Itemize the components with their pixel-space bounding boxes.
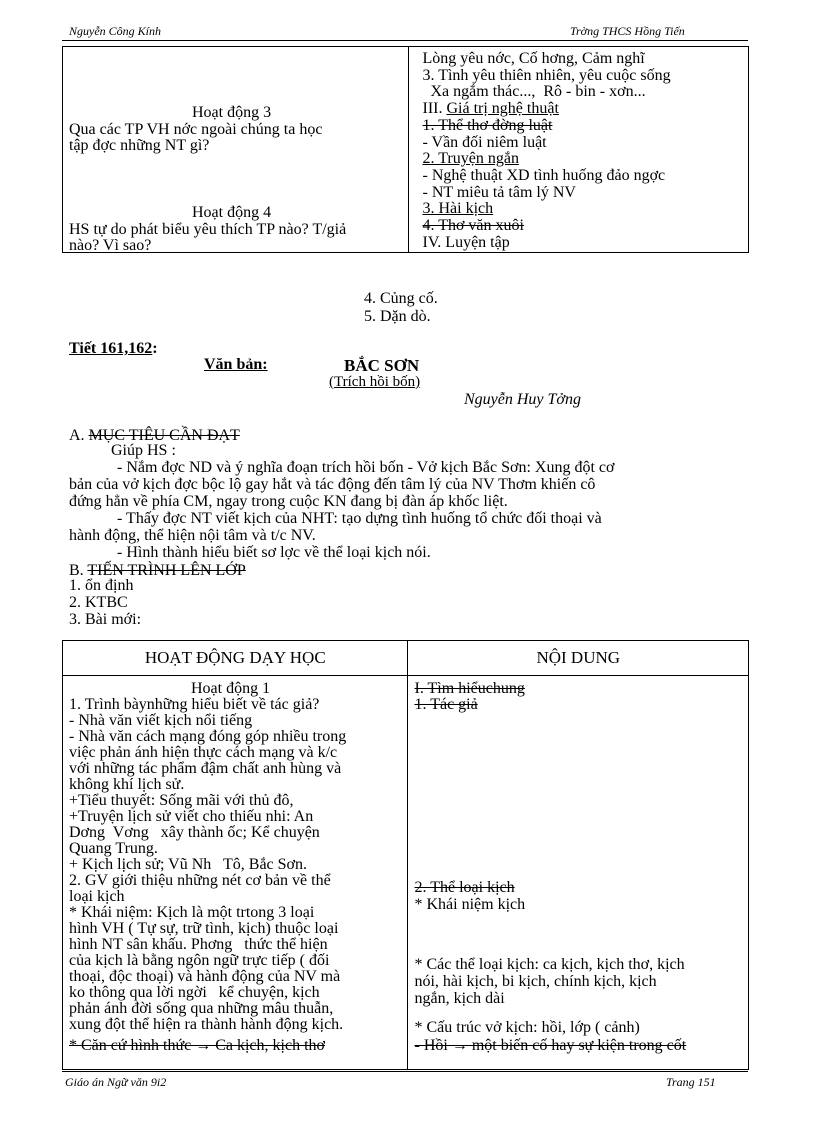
content-line: Lòng yêu nớc, Cố hơng, Cảm nghĩ: [422, 50, 645, 67]
review-table: [62, 46, 749, 253]
content-line: ngắn, kịch dài: [414, 990, 505, 1007]
activity-line: 2. GV giới thiệu những nét cơ bản về thể: [69, 872, 331, 889]
activity-line: hình VH ( Tự sự, trữ tình, kịch) thuộc loại: [69, 920, 339, 937]
content-subheading: 3. Hài kịch: [422, 200, 494, 217]
activity-line: * Khái niệm: Kịch là một trtong 3 loại: [69, 904, 315, 921]
step-homework: 5. Dặn dò.: [364, 308, 431, 325]
activity-line: với những tác phẩm đậm chất anh hùng và: [69, 760, 342, 777]
activity-line: - Nhà văn viết kịch nổi tiếng: [69, 712, 253, 729]
section-a-title: MỤC TIÊU CẦN ĐẠT: [88, 427, 240, 444]
content-heading-prefix: III.: [422, 100, 447, 117]
activity-line: loại kịch: [69, 888, 125, 905]
objective-line: Giúp HS :: [111, 442, 176, 459]
footer-rule: [62, 1071, 748, 1072]
objective-line: - Thấy đợc NT viết kịch của NHT: tạo dựng tình huống tổ chức đối thoại và: [117, 510, 602, 527]
col-header-content: [408, 641, 749, 676]
content-line: nói, hài kịch, bi kịch, chính kịch, kịch: [414, 973, 657, 990]
procedure-item: 3. Bài mới:: [69, 611, 142, 628]
lesson-subtitle: (Trích hồi bốn): [329, 374, 421, 390]
col-header-activities-text: HOẠT ĐỘNG DẠY HỌC: [144, 648, 326, 667]
content-heading-text: Giá trị nghệ thuật: [446, 100, 559, 117]
activity-line: thoại, độc thoại) và hành động của NV mà: [69, 968, 341, 985]
objective-line: - Hình thành hiểu biết sơ lợc về thể loại kịch nói.: [117, 544, 431, 561]
objective-line: - Nắm đợc ND và ý nghĩa đoạn trích hồi bốn - Vở kịch Bắc Sơn: Xung đột cơ: [117, 459, 615, 476]
lesson-number-colon: :: [152, 340, 158, 357]
content-line: - Nghệ thuật XD tình huống đảo ngợc: [422, 167, 666, 184]
header-school: Trờng THCS Hồng Tiến: [570, 24, 685, 38]
activity-line: hình NT sân khấu. Phơng thức thể hiện: [69, 936, 328, 953]
activity-line: việc phản ánh hiện thực cách mạng và k/c: [69, 744, 338, 761]
content-line: * Cấu trúc vở kịch: hồi, lớp ( cảnh): [414, 1019, 640, 1036]
content-heading: I. Tìm hiểuchung: [414, 680, 525, 697]
objective-line: bản của vở kịch đợc bộc lộ gay hắt và tác động đến tâm lý của NV Thơm khiến cô: [69, 476, 596, 493]
lesson-number: [69, 341, 158, 357]
section-b-prefix: B.: [69, 562, 88, 579]
activity-line: xung đột thể hiện ra thành hành động kịch.: [69, 1016, 344, 1033]
activity-line: +Truyện lịch sử viết cho thiếu nhi: An: [69, 808, 314, 825]
lesson-title: BẮC SƠN: [344, 356, 420, 375]
header-rule: [62, 40, 748, 41]
content-subheading: 1. Tác giả: [414, 696, 478, 713]
section-b-title: TIẾN TRÌNH LÊN LỚP: [87, 562, 246, 579]
activity-line: ko thông qua lời ngời kể chuyện, kịch: [69, 984, 320, 1001]
content-cell: [408, 676, 749, 1070]
content-line: - NT miêu tả tâm lý NV: [422, 184, 576, 201]
content-line: - Vần đối niêm luật: [422, 134, 547, 151]
content-line: IV. Luyện tập: [422, 234, 510, 251]
activity-line: +Tiểu thuyết: Sống mãi với thủ đô,: [69, 792, 294, 809]
content-heading-art: [422, 101, 558, 117]
procedure-item: 1. ổn định: [69, 577, 134, 594]
activity4-question-line1: HS tự do phát biểu yêu thích TP nào? T/giả: [69, 221, 347, 238]
content-subheading: 4. Thơ văn xuôi: [422, 217, 524, 234]
activity3-title: Hoạt động 3: [192, 104, 272, 121]
activity-line: của kịch là bằng ngôn ngữ trực tiếp ( đối: [69, 952, 330, 969]
objective-line: hành động, thể hiện nội tâm và t/c NV.: [69, 527, 316, 544]
activity3-question-line2: tập đợc những NT gì?: [69, 137, 210, 154]
section-a-prefix: A.: [69, 427, 89, 444]
content-line: 3. Tình yêu thiên nhiên, yêu cuộc sống: [422, 67, 671, 84]
activity1-title: Hoạt động 1: [191, 680, 271, 697]
activity-line: - Nhà văn cách mạng đóng góp nhiều trong: [69, 728, 347, 745]
content-line: * Các thể loại kịch: ca kịch, kịch thơ, kịch: [414, 956, 685, 973]
activity-line: Dơng Vơng xây thành ốc; Kể chuyện: [69, 824, 320, 841]
header-author: Nguyễn Công Kính: [69, 24, 161, 38]
footer-page-number: Trang 151: [666, 1075, 716, 1089]
activity-line: 1. Trình bàynhững hiểu biết về tác giả?: [69, 696, 320, 713]
activity3-question-line1: Qua các TP VH nớc ngoài chúng ta học: [69, 121, 323, 138]
review-activities-cell: [63, 47, 409, 253]
activity-line: + Kịch lịch sử; Vũ Nh Tô, Bắc Sơn.: [69, 856, 307, 873]
content-subheading: 2. Thể loại kịch: [414, 879, 515, 896]
objective-line: đứng hẳn về phía CM, ngay trong cuộc KN đang bị đàn áp khốc liệt.: [69, 493, 508, 510]
activities-cell: [63, 676, 408, 1070]
content-line: * Khái niệm kịch: [414, 896, 526, 913]
content-subheading: 1. Thể thơ đờng luật: [422, 117, 553, 134]
step-consolidate: 4. Củng cố.: [364, 290, 438, 307]
content-subheading: 2. Truyện ngắn: [422, 150, 519, 167]
lesson-number-text: Tiết 161,162: [69, 340, 153, 357]
col-header-activities: [63, 641, 408, 676]
activity-line: * Căn cứ hình thức → Ca kịch, kịch thơ: [69, 1037, 325, 1054]
procedure-item: 2. KTBC: [69, 594, 128, 611]
lesson-table: [62, 640, 749, 1070]
content-line: Xa ngắm thác..., Rô - bin - xơn...: [422, 83, 646, 100]
text-label: Văn bản:: [204, 356, 268, 373]
activity4-title: Hoạt động 4: [192, 204, 272, 221]
col-header-content-text: NỘI DUNG: [536, 648, 621, 667]
content-line: - Hồi → một biến cố hay sự kiện trong cốt: [414, 1037, 687, 1054]
activity4-question-line2: nào? Vì sao?: [69, 237, 152, 254]
activity-line: Quang Trung.: [69, 840, 158, 857]
lesson-author: Nguyễn Huy Tởng: [464, 391, 581, 408]
review-content-cell: [409, 47, 749, 253]
activity-line: phản ánh đời sống qua những mâu thuẫn,: [69, 1000, 334, 1017]
activity-line: không khí lịch sử.: [69, 776, 185, 793]
footer-title: Giáo án Ngữ văn 9i2: [65, 1075, 167, 1089]
